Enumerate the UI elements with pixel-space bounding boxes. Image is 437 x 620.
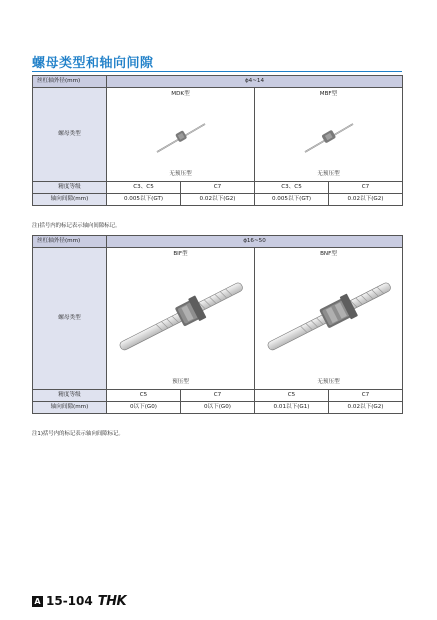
clearance-value: 0以下(G0) bbox=[107, 402, 181, 414]
accuracy-label: 精度等级 bbox=[33, 182, 107, 194]
section-mark: A bbox=[32, 596, 43, 607]
model-name: BIF型 bbox=[173, 251, 188, 257]
clearance-value: 0.01以下(G1) bbox=[255, 402, 329, 414]
accuracy-value: C7 bbox=[329, 390, 403, 402]
model-cell-bnf bbox=[255, 248, 403, 390]
table-note: 注)括号内的标记表示轴向间隙标记。 bbox=[32, 223, 121, 229]
thk-logo-icon: THK bbox=[97, 593, 127, 609]
page-title: 螺母类型和轴向间隙 bbox=[32, 56, 154, 71]
diameter-label: 丝杠轴外径(mm) bbox=[33, 236, 107, 248]
model-name: BNF型 bbox=[320, 251, 337, 257]
clearance-value: 0.02以下(G2) bbox=[181, 194, 255, 206]
model-caption: 无预压型 bbox=[317, 171, 340, 178]
bif-ballscrew-image bbox=[115, 266, 247, 366]
model-cell-mbf bbox=[255, 88, 403, 182]
accuracy-value: C5 bbox=[255, 390, 329, 402]
clearance-label: 轴向间隙(mm) bbox=[33, 194, 107, 206]
table-note: 注1)括号内的标记表示轴向间隙标记。 bbox=[32, 431, 124, 437]
accuracy-value: C7 bbox=[181, 390, 255, 402]
nut-type-label: 螺母类型 bbox=[33, 88, 107, 182]
nut-type-table-large bbox=[32, 235, 403, 414]
nut-type-table-small bbox=[32, 75, 403, 206]
model-cell-mdk bbox=[107, 88, 255, 182]
clearance-value: 0以下(G0) bbox=[181, 402, 255, 414]
clearance-value: 0.02以下(G2) bbox=[329, 194, 403, 206]
accuracy-value: C5 bbox=[107, 390, 181, 402]
accuracy-label: 精度等级 bbox=[33, 390, 107, 402]
diameter-value: ϕ16~50 bbox=[107, 236, 403, 248]
clearance-value: 0.02以下(G2) bbox=[329, 402, 403, 414]
model-name: MDK型 bbox=[171, 91, 190, 97]
clearance-label: 轴向间隙(mm) bbox=[33, 402, 107, 414]
page-footer bbox=[32, 594, 126, 608]
model-cell-bif bbox=[107, 248, 255, 390]
mbf-ballscrew-image bbox=[299, 118, 359, 158]
accuracy-value: C3、C5 bbox=[107, 182, 181, 194]
bnf-ballscrew-image bbox=[263, 266, 395, 366]
title-divider bbox=[32, 71, 402, 72]
model-caption: 预压型 bbox=[172, 379, 189, 386]
model-caption: 无预压型 bbox=[317, 379, 340, 386]
model-caption: 无预压型 bbox=[169, 171, 192, 178]
accuracy-value: C3、C5 bbox=[255, 182, 329, 194]
page-number: 15-104 bbox=[46, 594, 93, 608]
clearance-value: 0.005以下(GT) bbox=[255, 194, 329, 206]
mdk-ballscrew-image bbox=[151, 118, 211, 158]
nut-type-label: 螺母类型 bbox=[33, 248, 107, 390]
diameter-value: ϕ4~14 bbox=[107, 76, 403, 88]
diameter-label: 丝杠轴外径(mm) bbox=[33, 76, 107, 88]
model-name: MBF型 bbox=[319, 91, 338, 97]
accuracy-value: C7 bbox=[329, 182, 403, 194]
accuracy-value: C7 bbox=[181, 182, 255, 194]
clearance-value: 0.005以下(GT) bbox=[107, 194, 181, 206]
